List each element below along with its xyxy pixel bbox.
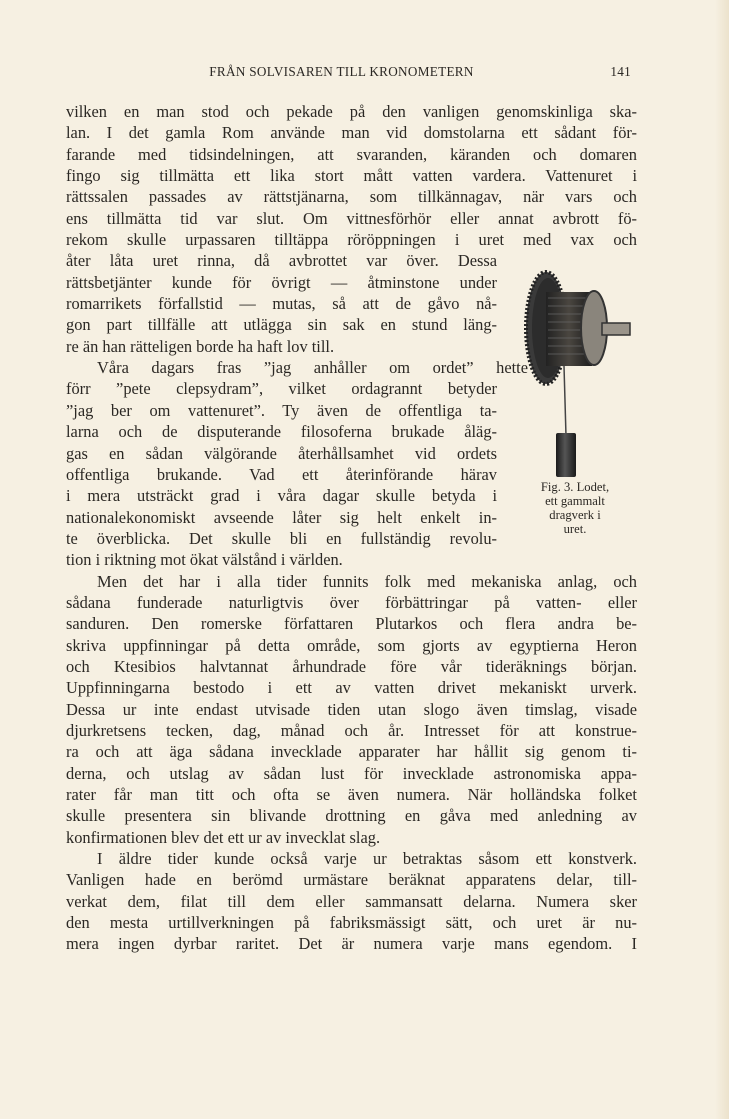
text-line: sådana funderade naturligtvis över förbättringar på vatten- eller [66, 592, 637, 612]
text-line: ”jag ber om vattenuret”. Ty även de offentliga ta- [66, 400, 497, 420]
text-line: Vanligen hade en berömd urmästare beräknat apparatens delar, till- [66, 870, 637, 890]
running-header [66, 64, 637, 84]
text-line: lan. I det gamla Rom använde man vid domstolarna ett sådant för- [66, 123, 637, 143]
text-line: den mesta urtillverkningen på fabriksmässigt sätt, och uret är nu- [66, 913, 637, 933]
text-line: rättsbetjänter kunde för övrigt — åtminstone under [66, 272, 497, 292]
weight [556, 433, 576, 477]
running-title: FRÅN SOLVISAREN TILL KRONOMETERN [209, 64, 474, 79]
cord [564, 366, 566, 436]
shaft [602, 323, 630, 335]
text-line: Uppfinningarna bestodo i ett av vatten drivet mekaniskt urverk. [66, 678, 637, 698]
text-line: i mera utsträckt grad i våra dagar skulle betyda i [66, 486, 497, 506]
figure-caption [512, 480, 638, 536]
text-line: farande med tidsindelningen, att svaranden, käranden och domaren [66, 144, 637, 164]
text-line: skulle presentera sin blivande drottning en gåva med anledning av [66, 806, 637, 826]
figure-weight-drive-illustration [518, 268, 633, 480]
caption-line: Fig. 3. Lodet, [540, 480, 610, 494]
text-line: konfirmationen blev det ett ur av invecklat slag. [66, 827, 381, 847]
text-line: mera ingen dyrbar raritet. Det är numera varje mans egendom. I [66, 934, 637, 954]
text-line: te överblicka. Det skulle bli en fullständig revolu- [66, 528, 497, 548]
caption-line: ett gammalt [545, 494, 605, 508]
caption-line: uret. [563, 522, 587, 536]
text-line: verkat dem, filat till dem eller sammansatt delarna. Numera sker [66, 891, 637, 911]
text-line: nationalekonomiskt avseende låter sig helt enkelt in- [66, 507, 497, 527]
text-line: rekom skulle urpassaren tilltäppa röröppningen i uret med vax och [66, 230, 637, 250]
text-line: gas en sådan välgörande återhållsamhet vid ordets [66, 443, 497, 463]
text-line: sanduren. Den romerske författaren Plutarkos och flera andra be- [66, 614, 637, 634]
text-line: romarrikets förfallstid — mutas, så att de gåvo nå- [66, 294, 497, 314]
caption-line: dragverk i [549, 508, 601, 522]
text-line: rättssalen passades av rättstjänarna, som tillkännagav, när vars och [66, 187, 637, 207]
text-line: Våra dagars fras ”jag anhåller om ordet” hette [97, 358, 528, 378]
text-line: djurkretsens tecken, dag, månad och år. Intresset för att konstrue- [66, 720, 637, 740]
page-edge-shadow [715, 0, 729, 1119]
text-line: Men det har i alla tider funnits folk med mekaniska anlag, och [97, 571, 637, 591]
text-line: ra och att äga sådana invecklade apparater har hållit sig genom ti- [66, 742, 637, 762]
text-line: offentliga brukande. Vad ett återinförande härav [66, 464, 497, 484]
text-line: och Ktesibios halvtannat århundrade före vår tideräknings början. [66, 656, 637, 676]
text-line: larna och de disputerande filosoferna brukade åläg- [66, 422, 497, 442]
text-line: I äldre tider kunde också varje ur betraktas såsom ett konstverk. [97, 849, 637, 869]
text-line: re än han rätteligen borde ha haft lov till. [66, 336, 335, 356]
page-number: 141 [610, 64, 631, 79]
text-line: tion i riktning mot ökat välstånd i världen. [66, 550, 343, 570]
text-line: fingo sig tillmätta ett lika stort mått vatten vardera. Vattenuret i [66, 166, 637, 186]
text-line: ens tillmätta tid var slut. Om vittnesförhör eller annat avbrott fö- [66, 208, 637, 228]
text-line: skriva uppfinningar på detta område, som gjorts av egyptierna Heron [66, 635, 637, 655]
text-line: Dessa ur inte endast utvisade tiden utan slogo även timslag, visade [66, 699, 637, 719]
text-line: derna, och utslag av sådan lust för invecklade astronomiska appa- [66, 763, 637, 783]
text-line: förr ”pete clepsydram”, vilket ordagrannt betyder [66, 379, 497, 399]
text-line: gon part tillfälle att utlägga sin sak en stund läng- [66, 315, 497, 335]
text-line: åter låta uret rinna, då avbrottet var över. Dessa [66, 251, 497, 271]
text-line: vilken en man stod och pekade på den vanligen genomskinliga ska- [66, 102, 637, 121]
text-line: rater får man titt och ofta se även numera. När holländska folket [66, 785, 637, 804]
